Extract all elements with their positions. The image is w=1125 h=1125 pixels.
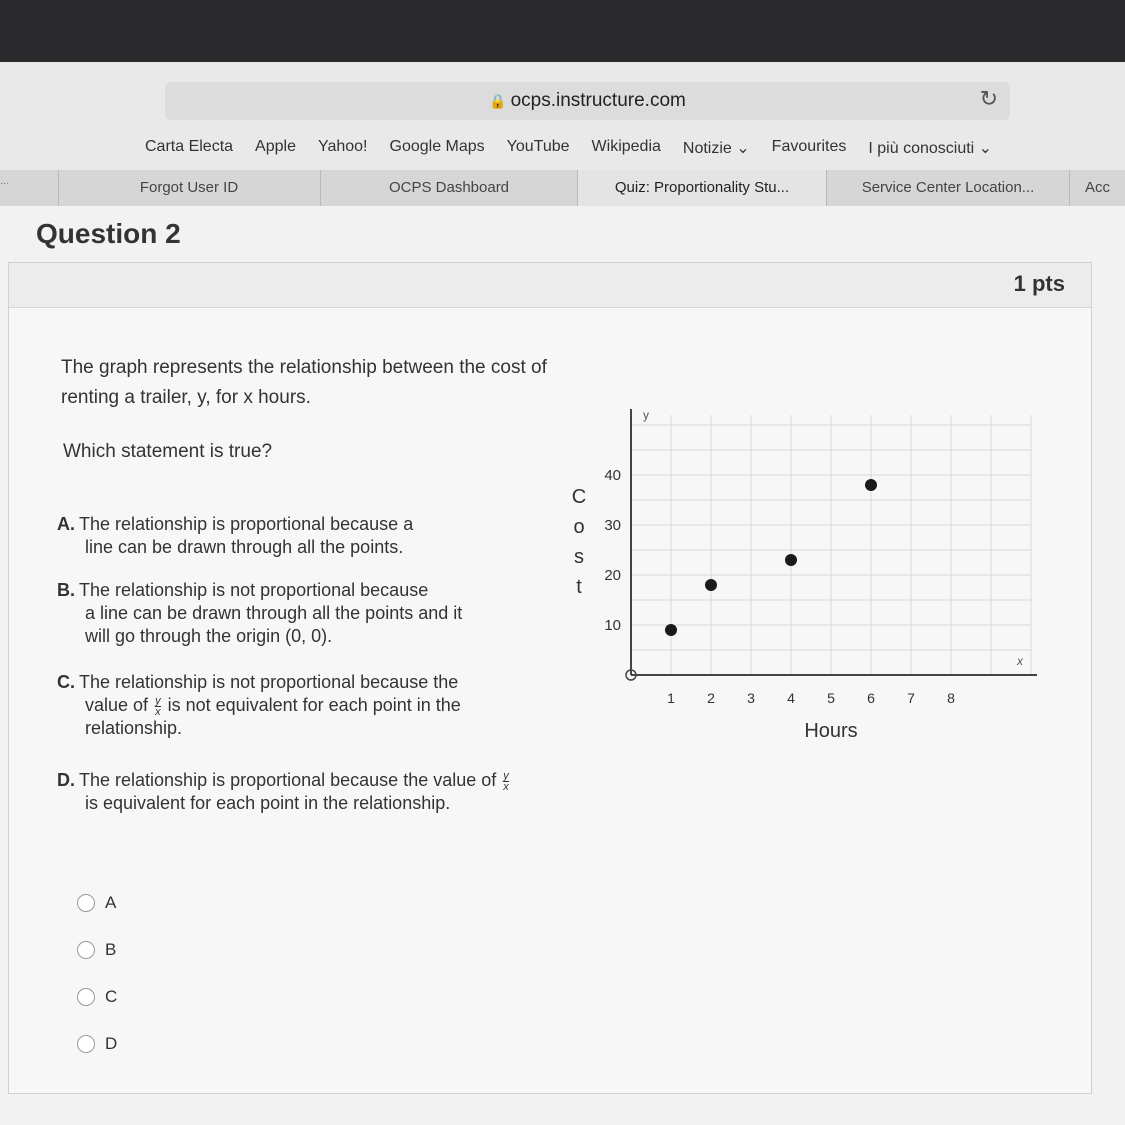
y-tick-label: 20 — [604, 567, 621, 584]
data-point — [785, 554, 797, 566]
option-d-letter: D. — [57, 770, 75, 790]
choice-c[interactable]: C — [77, 987, 117, 1007]
option-c-line1: The relationship is not proportional because the — [79, 672, 459, 692]
data-point — [705, 579, 717, 591]
bookmark-wikipedia[interactable]: Wikipedia — [591, 138, 661, 155]
radio-d[interactable] — [77, 1035, 95, 1053]
tab-service-center[interactable]: Service Center Location... — [827, 170, 1070, 206]
question-header — [9, 263, 1091, 308]
option-d — [57, 769, 557, 815]
y-tick-label: 40 — [604, 467, 621, 484]
option-b-letter: B. — [57, 580, 75, 600]
y-axis-label-letter: o — [573, 516, 585, 538]
x-tick-label: 2 — [707, 690, 715, 706]
address-bar[interactable] — [165, 82, 1010, 120]
option-c-line3: relationship. — [85, 718, 183, 738]
tab-acc[interactable]: Acc — [1084, 179, 1110, 196]
fraction-y-over-x-d: $\frac{y}{x}$ — [503, 769, 509, 793]
y-axis-label-letter: s — [574, 546, 584, 568]
browser-window — [0, 62, 1125, 1125]
cost-hours-graph — [559, 403, 1039, 783]
radio-b[interactable] — [77, 941, 95, 959]
bookmark-piu-conosciuti[interactable]: I più conosciuti ⌄ — [868, 140, 993, 157]
option-b-line2: a line can be drawn through all the points and it — [85, 603, 463, 623]
bookmark-carta-electa[interactable]: Carta Electa — [145, 138, 234, 155]
tab-bar — [0, 170, 1125, 207]
bookmark-notizie[interactable]: Notizie ⌄ — [682, 140, 750, 157]
option-c-line2b: is not equivalent for each point in the — [167, 695, 461, 715]
bookmark-favourites[interactable]: Favourites — [771, 138, 847, 155]
bookmarks-bar — [145, 138, 992, 158]
option-b — [57, 579, 527, 648]
y-axis-label-letter: C — [571, 486, 587, 508]
quiz-page — [0, 206, 1125, 1125]
option-a — [57, 513, 527, 559]
x-tick-label: 3 — [747, 690, 755, 706]
y-tick-label: 30 — [604, 517, 621, 534]
tab-quiz-proportionality[interactable]: Quiz: Proportionality Stu... — [578, 170, 827, 206]
choice-a[interactable]: A — [77, 893, 116, 913]
y-axis-letter: y — [643, 408, 649, 422]
fraction-y-over-x: $\frac{y}{x}$ — [155, 694, 161, 718]
reload-icon[interactable]: ↻ — [979, 86, 998, 111]
choice-d[interactable]: D — [77, 1034, 117, 1054]
option-c-letter: C. — [57, 672, 75, 692]
option-b-line1: The relationship is not proportional because — [79, 580, 429, 600]
x-tick-label: 5 — [827, 690, 835, 706]
x-tick-label: 1 — [667, 690, 675, 706]
option-c-line2a: value of — [85, 695, 149, 715]
tab-overflow[interactable]: ... — [0, 170, 59, 206]
question-title: Question 2 — [36, 218, 181, 249]
bookmark-youtube[interactable]: YouTube — [506, 138, 570, 155]
option-b-line3: will go through the origin (0, 0). — [85, 626, 333, 646]
choice-b[interactable]: B — [77, 940, 116, 960]
x-axis-label: Hours — [804, 720, 858, 742]
question-box — [8, 262, 1092, 1094]
option-c — [57, 671, 527, 740]
x-tick-label: 7 — [907, 690, 915, 706]
x-tick-label: 6 — [867, 690, 875, 706]
option-a-letter: A. — [57, 514, 75, 534]
option-a-line1: The relationship is proportional because a — [79, 514, 414, 534]
bookmark-google-maps[interactable]: Google Maps — [389, 138, 485, 155]
url-text: ocps.instructure.com — [510, 90, 686, 111]
option-d-line2: is equivalent for each point in the relationship. — [85, 793, 451, 813]
bookmark-apple[interactable]: Apple — [255, 138, 296, 155]
option-d-line1: The relationship is proportional because the value of — [79, 770, 497, 790]
x-tick-label: 8 — [947, 690, 955, 706]
bookmark-yahoo[interactable]: Yahoo! — [317, 138, 368, 155]
data-point — [865, 479, 877, 491]
radio-c[interactable] — [77, 988, 95, 1006]
tab-forgot-user-id[interactable]: Forgot User ID — [58, 170, 321, 206]
y-axis-label-letter: t — [576, 576, 582, 598]
x-tick-label: 4 — [787, 690, 795, 706]
points-label: 1 pts — [1013, 271, 1065, 296]
option-a-line2: line can be drawn through all the points. — [85, 537, 404, 557]
question-stem: The graph represents the relationship between the cost of renting a trailer, y, for x hours. — [61, 357, 547, 408]
data-point — [665, 624, 677, 636]
radio-a[interactable] — [77, 894, 95, 912]
question-ask: Which statement is true? — [63, 441, 273, 462]
x-axis-letter: x — [1017, 654, 1023, 668]
lock-icon: 🔒 — [489, 93, 507, 109]
y-tick-label: 10 — [604, 617, 621, 634]
tab-ocps-dashboard[interactable]: OCPS Dashboard — [321, 170, 578, 206]
